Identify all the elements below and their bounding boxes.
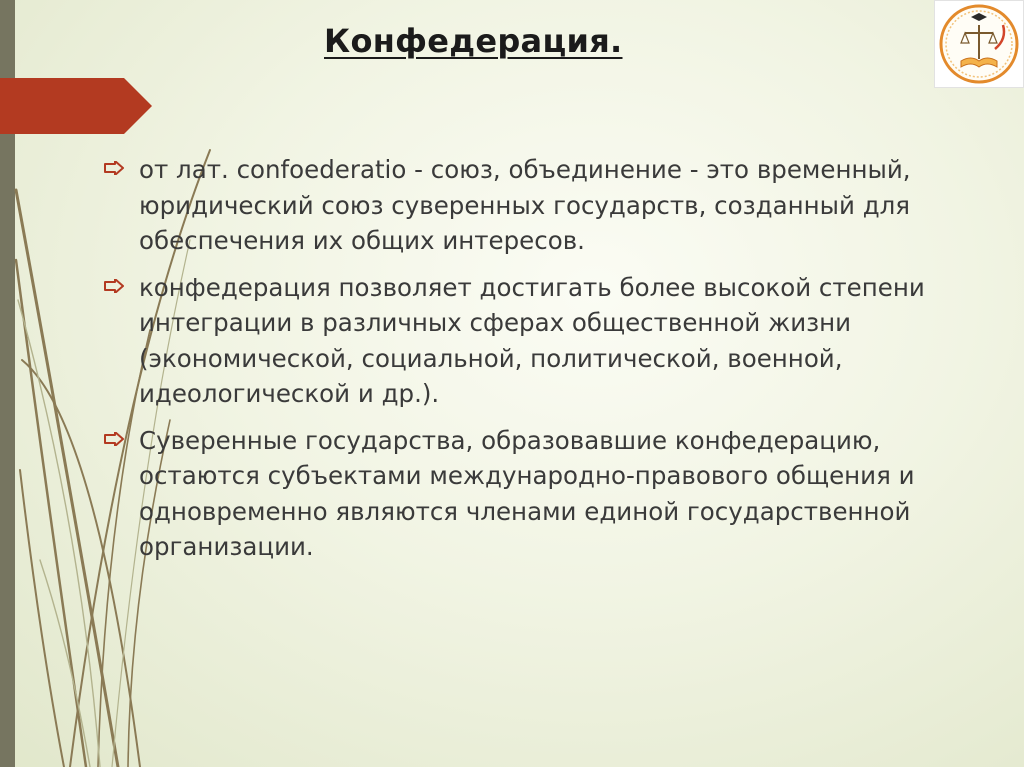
bullet-text: Суверенные государства, образовавшие конфедерацию, остаются субъектами международно-правового общения и одновременно являются членами единой государственной организации. [139, 425, 915, 561]
slide-title: Конфедерация. [324, 22, 623, 60]
bullet-list [104, 152, 1004, 576]
bullet-item [104, 152, 1004, 259]
bullet-item [104, 270, 1004, 412]
bullet-item [104, 423, 1004, 565]
bullet-text: от лат. confoederatio - союз, объединение - это временный, юридический союз суверенных государств, созданный для обеспечения их общих интересов. [139, 155, 911, 255]
arrow-bullet-icon [104, 432, 124, 446]
title-accent-tab [0, 78, 152, 134]
arrow-bullet-icon [104, 161, 124, 175]
logo [934, 0, 1024, 88]
emblem-scales-book-icon [937, 3, 1021, 85]
arrow-bullet-icon [104, 279, 124, 293]
bullet-text: конфедерация позволяет достигать более высокой степени интеграции в различных сферах общественной жизни (экономической, социальной, политической, военной, идеологической и др.). [139, 272, 925, 408]
